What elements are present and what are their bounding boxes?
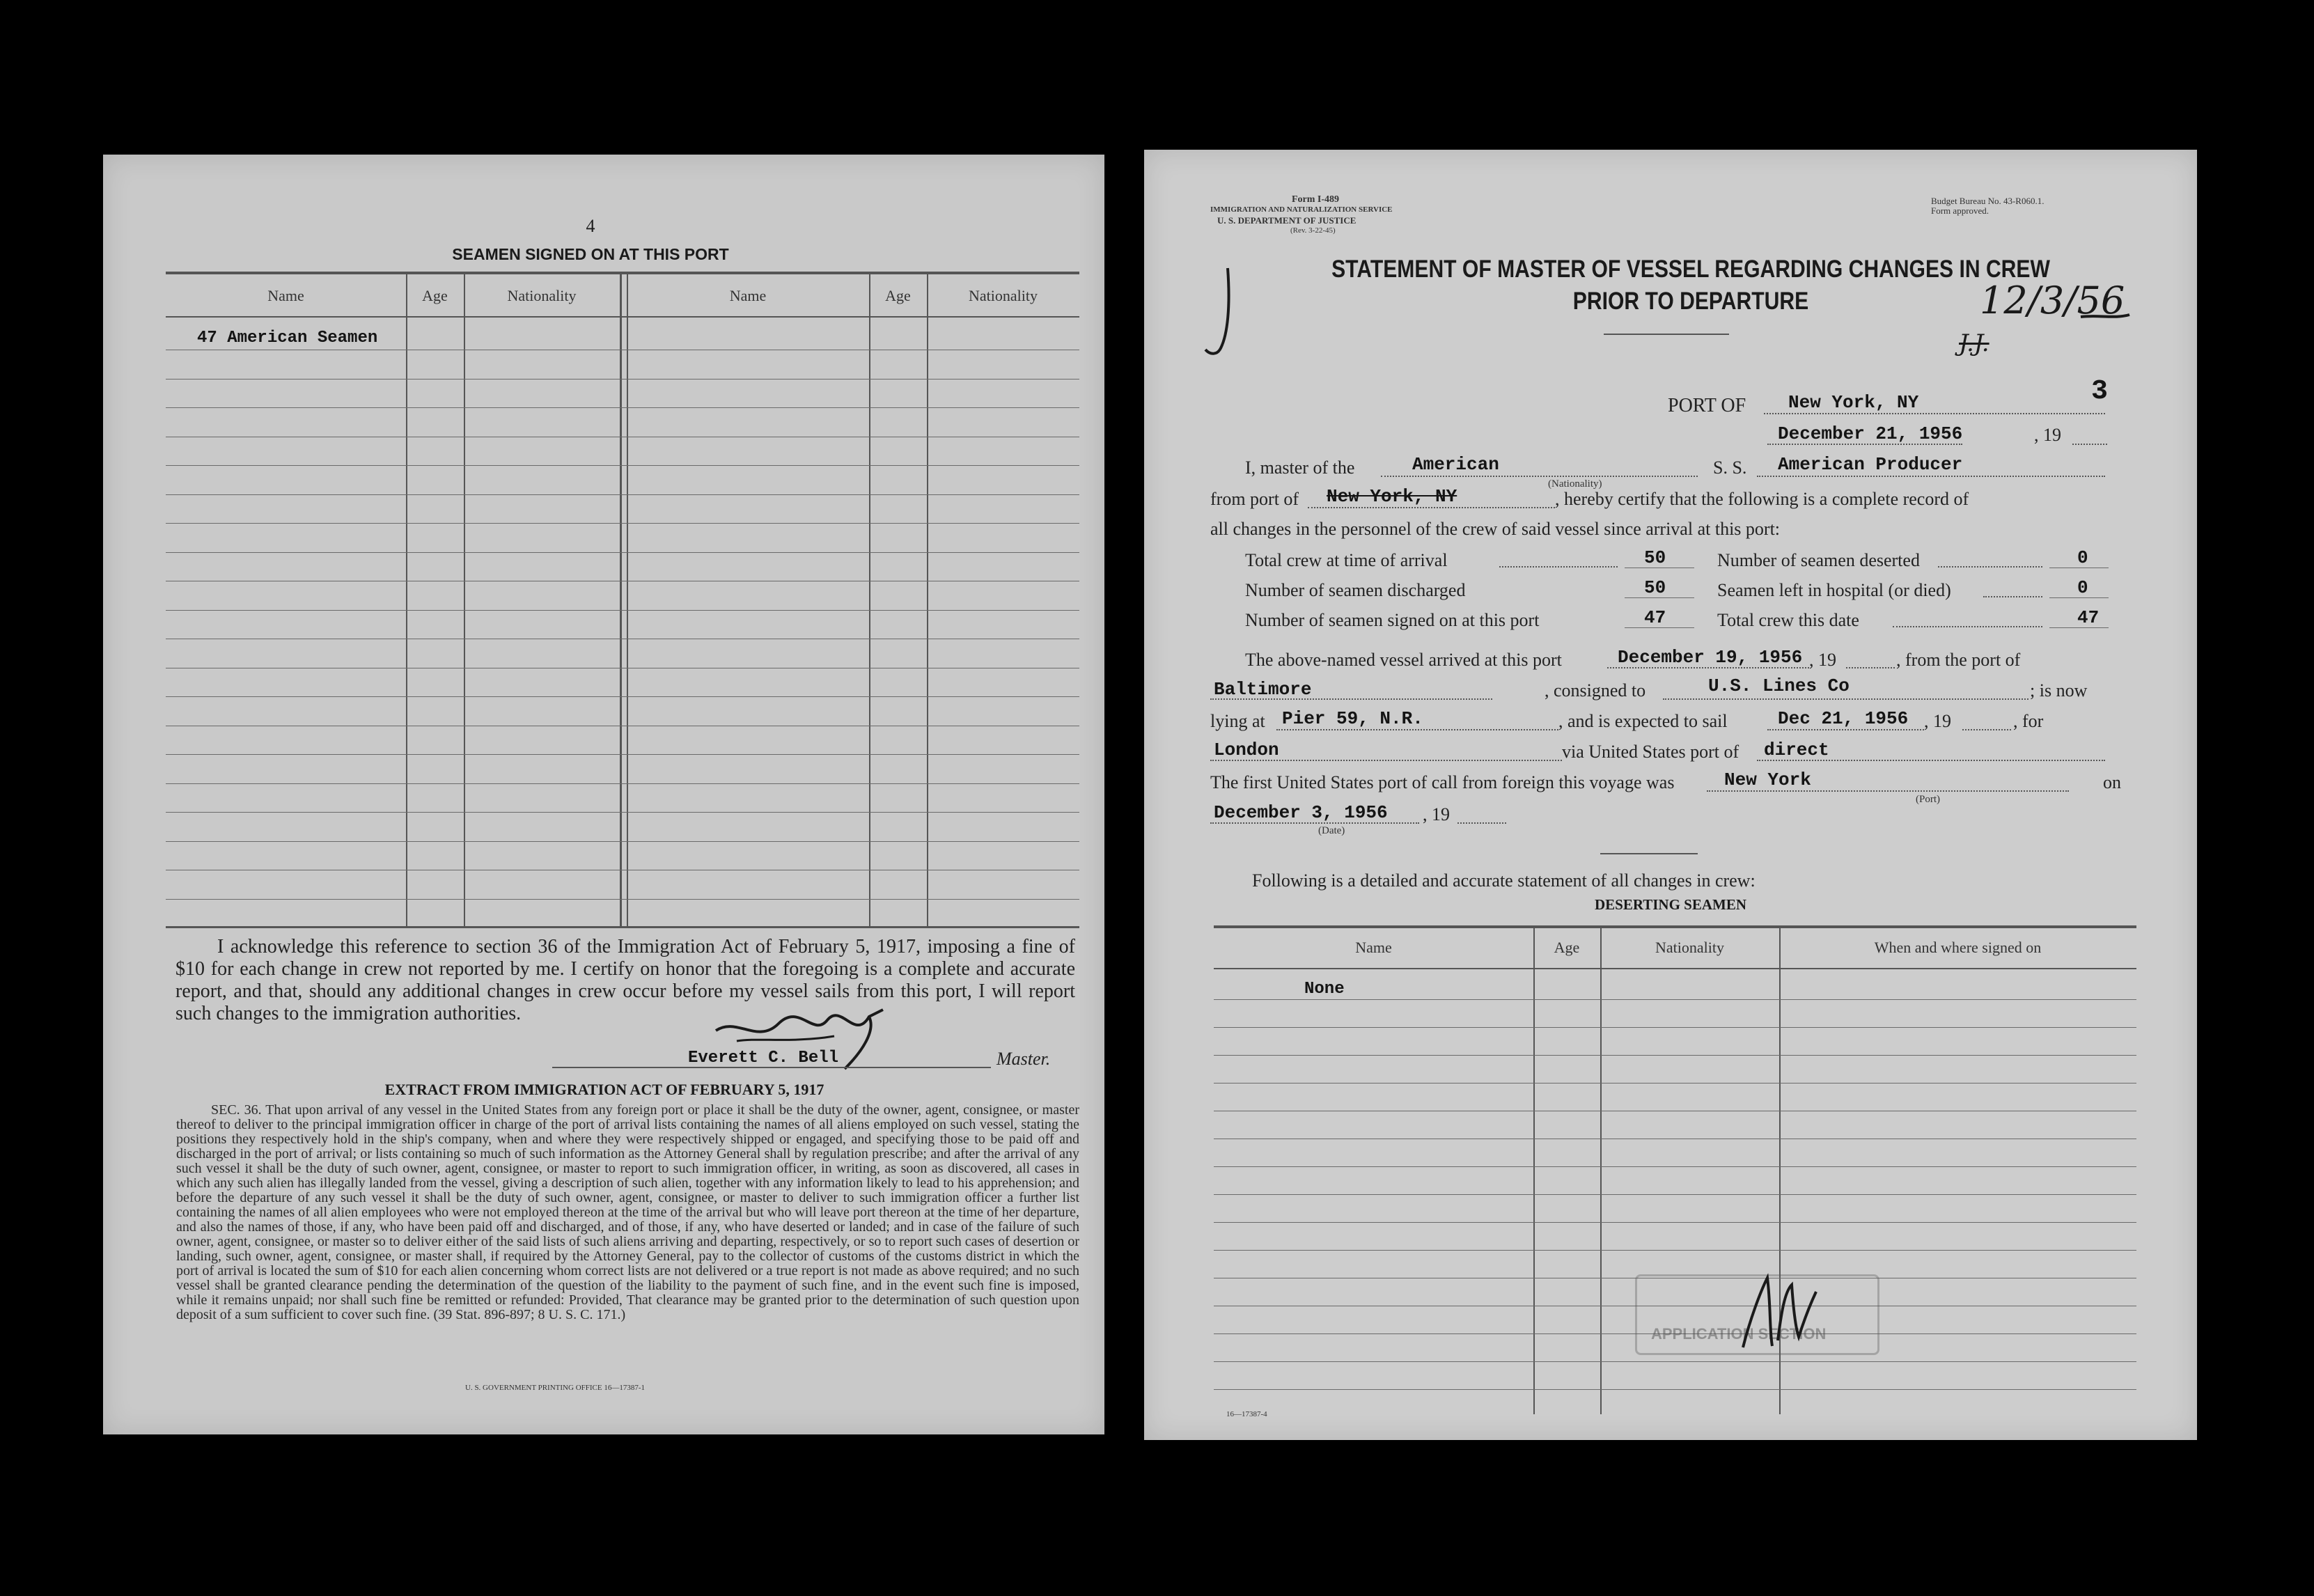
col-header-name: Name [1355,939,1392,956]
table-row-line [166,552,1079,553]
table-row-line [166,494,1079,495]
from-port2-line [1210,698,1492,700]
date-caption: (Date) [1318,825,1345,836]
col-header-when-where: When and where signed on [1874,939,2042,956]
form-title-line1: STATEMENT OF MASTER OF VESSEL REGARDING CHANGES IN CREW [1331,256,2050,283]
nationality-caption: (Nationality) [1548,478,1602,490]
from-port-label: from port of [1210,489,1299,509]
port-label: PORT OF [1668,395,1746,416]
table-bottom-rule [166,926,1079,928]
col-header-age: Age [885,287,911,304]
is-now-label: ; is now [2030,680,2088,701]
first-date-line [1210,822,1419,824]
col-header-nationality: Nationality [1655,939,1724,956]
dest-value: London [1214,740,1279,760]
col-header-nationality: Nationality [969,287,1038,304]
vessel-name: American Producer [1778,454,1963,475]
total-today-label: Total crew this date [1717,610,1859,630]
arrived-line [1607,667,1809,668]
col-divider [620,273,622,926]
lying-value: Pier 59, N.R. [1282,708,1423,729]
table-row-line [1214,1361,2136,1362]
form-title-line2: PRIOR TO DEPARTURE [1572,288,1809,315]
year-suffix-4: , 19 [1423,804,1450,824]
col-divider [927,273,928,926]
right-page [1144,150,2197,1440]
hospital-label: Seamen left in hospital (or died) [1717,580,1951,600]
col-divider [406,273,407,926]
total-crew-arrival-value: 50 [1644,547,1666,568]
col-header-nationality: Nationality [507,287,577,304]
extract-text: SEC. 36. That upon arrival of any vessel in the United States from any foreign port or place it shall be the duty of the owner, agent, consignee, or master thereof to deliver to the principal immigration officer in charge of the port of arrival lists containing the names of all aliens employed on such vessel, stating the positions they respectively hold in the ship's company, when and where they were respectively shipped or engaged, and specifying those to be paid off and discharged in the port of arrival; or lists containing so much of such information as the Attorney General shall by regulation prescribe; and after the arrival of any such vessel it shall be the duty of such owner, agent, consignee, or master to report to such immigration officer, in writing, as soon as discovered, all cases in which any such alien has illegally landed from the vessel, giving a description of such alien, together with any information likely to lead to his apprehension; and before the departure of any such vessel it shall be the duty of such owner, agent, consignee, or master to deliver to such immigration officer a further list containing the names of all alien employees who were not employed thereon at the time of the arrival but who will leave port thereon at the time of her departure, and also the names of those, if any, who have been paid off and discharged, and of those, if any, who have deserted or landed; and in case of the failure of such owner, agent, consignee, or master so to deliver either of the said lists of such aliens arriving and departing, respectively, or so to report such cases of desertion or landing, such owner, agent, consignee, or master shall, if required by the Attorney General, pay to the collector of customs of the customs district in which the port of arrival is located the sum of $10 for each alien concerning whom correct lists are not delivered or a true report is not made as above required; and no such vessel shall be granted clearance pending the determination of the question of the liability to the payment of such fine, and in the event such fine is imposed, while it remains unpaid; nor shall such fine be remitted or refunded: Provided, That clearance may be granted prior to the determination of such question upon deposit of a sum sufficient to cover such fine. (39 Stat. 896-897; 8 U. S. C. 171.) [176,1102,1079,1322]
stamp-text: APPLICATION SECTION [1651,1325,1827,1343]
year-suffix: , 19 [2034,425,2061,445]
total-crew-arrival-label: Total crew at time of arrival [1245,550,1448,570]
page-number: 4 [586,216,595,236]
leader-dots [1983,596,2042,597]
dest-line [1210,760,1562,761]
table-row-line [166,899,1079,900]
col-header-name: Name [267,287,304,304]
leader-dots [1893,626,2042,627]
table-header-rule [166,316,1079,318]
col-divider [464,273,465,926]
acknowledgment-text: I acknowledge this reference to section 36 of the Immigration Act of February 5, 1917, imposing a fine of $10 for each change in crew not reported by me. I certify on honor that the foregoing is a complete and accurate report, and that, should any additional changes in crew occur before my vessel sails from this port, I will report such changes to the immigration authorities. [175,936,1075,1024]
arrived-label: The above-named vessel arrived at this port [1245,650,1562,670]
discharged-value: 50 [1644,577,1666,598]
col-divider [869,273,870,926]
page-mark: 3 [2091,376,2109,407]
sail-value: Dec 21, 1956 [1778,708,1909,729]
port-value: New York, NY [1788,392,1919,413]
revision: (Rev. 3-22-45) [1290,226,1336,235]
col-header-age: Age [422,287,448,304]
consigned-label: , consigned to [1545,680,1646,701]
certify-text: , hereby certify that the following is a complete record of [1555,489,1969,509]
from-the-port-label: , from the port of [1896,650,2021,670]
via-line [1757,760,2105,761]
vessel-line [1757,476,2105,477]
year-suffix-3: , 19 [1924,711,1951,731]
handwritten-dash [2077,306,2133,327]
consigned-value: U.S. Lines Co [1708,675,1850,696]
table-row-line [1214,1027,2136,1028]
total-today-value: 47 [2077,607,2100,628]
first-port-value: New York [1724,769,1811,790]
value-line [1625,627,1694,628]
col-header-name: Name [729,287,767,304]
certify-text2: all changes in the personnel of the crew of said vessel since arrival at this port: [1210,519,1781,539]
from-port-line [1308,507,1555,508]
col-divider [1600,927,1602,1414]
table-row-line [166,465,1079,466]
col-header-age: Age [1554,939,1580,956]
port-line [1764,413,2105,414]
agency-line2: U. S. DEPARTMENT OF JUSTICE [1217,215,1357,226]
discharged-label: Number of seamen discharged [1245,580,1466,600]
col-divider [627,273,628,926]
table-row-line [166,783,1079,784]
budget-line2: Form approved. [1931,205,1989,216]
year-line [1962,729,2011,730]
table-row-line [166,812,1079,813]
year-line [1457,822,1506,824]
deserting-entry: None [1304,980,1345,999]
stamp-initials-scribble [1729,1264,1827,1354]
table-row-line [166,754,1079,755]
title-underline [1604,334,1729,335]
from-port-value: New York, NY [1327,486,1457,507]
handwritten-initials: J.J. [1959,329,1989,357]
table-row-line [166,610,1079,611]
year-line [2072,444,2107,445]
master-of-label: I, master of the [1245,457,1355,478]
section-divider [1600,853,1698,854]
signed-on-value: 47 [1644,607,1666,628]
signature-name: Everett C. Bell [688,1049,839,1067]
master-label: Master. [996,1049,1051,1069]
deserting-header-rule [1214,968,2136,969]
table-row-line [1214,1194,2136,1195]
ss-label: S. S. [1713,457,1747,478]
leader-dots [1938,566,2042,568]
port-caption: (Port) [1916,794,1940,805]
extract-title: EXTRACT FROM IMMIGRATION ACT OF FEBRUARY 5, 1917 [384,1081,824,1098]
col-divider [1533,927,1535,1414]
value-line [2049,597,2109,598]
printing-office: U. S. GOVERNMENT PRINTING OFFICE 16—17387-1 [465,1384,646,1392]
arrived-value: December 19, 1956 [1618,647,1803,668]
deserting-title: DESERTING SEAMEN [1594,896,1747,913]
from-port2-value: Baltimore [1214,679,1312,700]
agency-line1: IMMIGRATION AND NATURALIZATION SERVICE [1210,205,1393,214]
via-label: via United States port of [1562,742,1740,762]
lying-label: lying at [1210,711,1265,731]
table-row-line [1214,1389,2136,1390]
deserting-top-rule [1214,925,2136,928]
budget-line1: Budget Bureau No. 43-R060.1. [1931,196,2045,206]
lying-line [1276,729,1558,730]
consigned-line [1663,698,2028,700]
form-number: Form I-489 [1292,194,1340,205]
value-line [1625,597,1694,598]
table-row-line [166,379,1079,380]
date-line [1767,444,1962,445]
first-port-label: The first United States port of call from foreign this voyage was [1210,772,1675,792]
table-row-line [166,841,1079,842]
table-row-line [166,523,1079,524]
year-line [1846,667,1895,668]
for-label: , for [2013,711,2044,731]
deserted-label: Number of seamen deserted [1717,550,1920,570]
sail-line [1767,729,1924,730]
table-row-line [1214,1250,2136,1251]
following-text: Following is a detailed and accurate statement of all changes in crew: [1252,870,1756,891]
value-line [2049,627,2109,628]
footer-code: 16—17387-4 [1226,1410,1267,1418]
year-suffix-2: , 19 [1809,650,1836,670]
signed-on-label: Number of seamen signed on at this port [1245,610,1540,630]
section-title: SEAMEN SIGNED ON AT THIS PORT [452,245,729,263]
first-port-line [1707,790,2069,792]
nationality-value: American [1412,454,1499,475]
table-top-rule [166,272,1079,274]
nationality-line [1381,476,1698,477]
first-date-value: December 3, 1956 [1214,802,1388,823]
table-row-line [1214,1055,2136,1056]
table-row-line [166,696,1079,697]
handwritten-date: 12/3/56 [1980,279,2125,322]
first-entry: 47 American Seamen [197,329,378,347]
hospital-value: 0 [2077,577,2088,598]
left-page [103,155,1104,1434]
sail-label: , and is expected to sail [1558,711,1728,731]
deserted-value: 0 [2077,547,2088,568]
via-value: direct [1764,740,1829,760]
on-label: on [2103,772,2121,792]
leader-dots [1499,566,1618,568]
table-row-line [166,407,1079,408]
table-row-line [1214,1166,2136,1167]
table-row-line [1214,999,2136,1000]
table-row-line [1214,1222,2136,1223]
date-value: December 21, 1956 [1778,423,1963,444]
